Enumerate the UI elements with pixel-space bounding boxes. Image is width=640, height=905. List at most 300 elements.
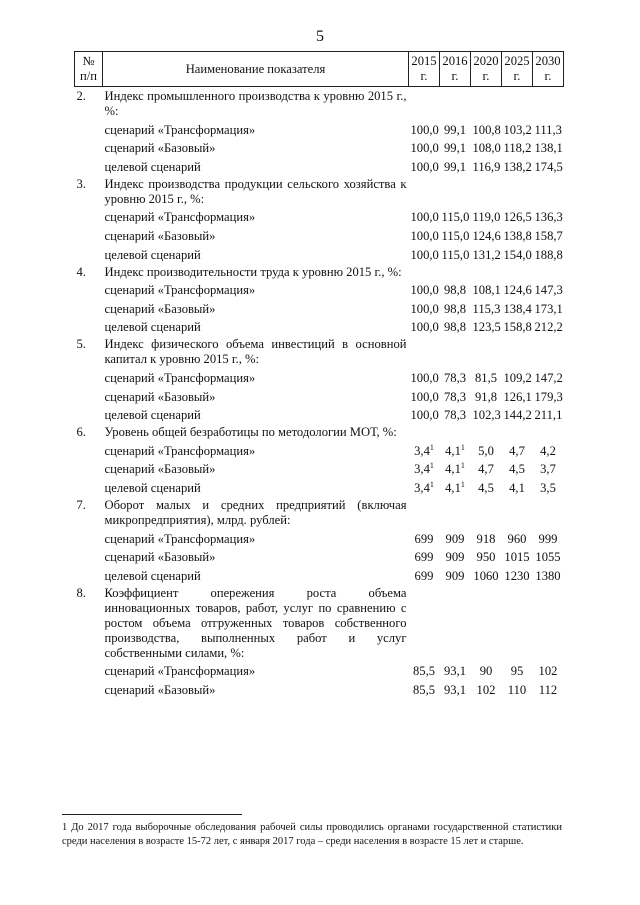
scenario-row [75,244,564,263]
indicator-row [75,584,564,661]
header-year-2025: 2025 г. [502,52,533,87]
value-cell [440,661,471,680]
value-text: 85,5 [412,682,436,697]
value-text: 102,3 [472,408,501,423]
value-text: 115,0 [441,210,470,225]
value-text: 138,1 [534,141,563,156]
scenario-row [75,119,564,138]
value-cell [440,317,471,336]
value-text: 131,2 [472,247,501,262]
value-cell [409,119,440,138]
scenario-row [75,280,564,299]
scenario-number-cell [75,225,103,244]
value-text: 126,1 [503,389,532,404]
value-text: 115,0 [441,247,470,262]
indicator-name: Индекс производительности труда к уровню 2015 г., %: [104,264,402,279]
value-cell [502,367,533,386]
scenario-row [75,298,564,317]
indicator-empty-cell [409,423,564,440]
header-name: Наименование показателя [103,52,409,87]
value-cell [471,477,502,496]
indicator-name-cell [103,335,409,367]
value-cell [409,679,440,698]
indicator-name: Индекс производства продукции сельского хозяйства к уровню 2015 г., %: [104,176,407,206]
value-cell [502,244,533,263]
value-text: 124,6 [472,228,501,243]
value-text: 109,2 [503,370,532,385]
scenario-label: сценарий «Базовый» [104,228,216,243]
value-text: 99,1 [443,141,467,156]
value-text: 1230 [504,568,530,583]
indicator-empty-cell [409,496,564,528]
indicator-name-cell [103,87,409,120]
value-cell [471,317,502,336]
scenario-number-cell [75,440,103,459]
value-cell [409,298,440,317]
value-text: 112 [538,682,558,697]
value-text: 3,4 [414,443,430,458]
value-cell [409,317,440,336]
value-text: 212,2 [534,320,563,335]
value-text: 179,3 [534,389,563,404]
value-cell [502,565,533,584]
value-cell [409,405,440,424]
scenario-row [75,207,564,226]
value-cell [471,679,502,698]
value-text: 123,5 [472,320,501,335]
value-cell [471,661,502,680]
value-text: 119,0 [472,210,501,225]
indicator-number: 7. [76,497,86,512]
value-cell [502,317,533,336]
value-text: 1015 [504,550,530,565]
value-text: 154,0 [503,247,532,262]
value-cell [533,298,564,317]
scenario-number-cell [75,386,103,405]
scenario-row [75,679,564,698]
value-text: 960 [507,531,527,546]
value-text: 136,3 [534,210,563,225]
scenario-row [75,477,564,496]
value-text: 100,0 [410,408,439,423]
value-text: 174,5 [534,159,563,174]
scenario-row [75,156,564,175]
value-text: 3,7 [540,462,556,477]
value-text: 158,8 [503,320,532,335]
value-cell [471,528,502,547]
scenario-label: сценарий «Базовый» [104,682,216,697]
value-cell [409,565,440,584]
value-cell [533,244,564,263]
scenario-row [75,386,564,405]
scenario-row [75,459,564,478]
scenario-label: сценарий «Базовый» [104,141,216,156]
table-body [75,87,564,698]
value-text: 699 [414,568,434,583]
value-text: 90 [479,664,493,679]
value-cell [471,225,502,244]
scenario-label: сценарий «Базовый» [104,462,216,477]
scenario-number-cell [75,477,103,496]
indicator-empty-cell [409,335,564,367]
value-cell [440,459,471,478]
value-cell [502,225,533,244]
value-text: 100,0 [410,210,439,225]
value-cell [533,119,564,138]
value-text: 5,0 [478,443,494,458]
value-text: 909 [445,531,465,546]
value-cell [440,440,471,459]
value-cell [471,405,502,424]
value-cell [533,547,564,566]
value-cell [471,156,502,175]
value-cell [409,459,440,478]
value-cell [471,386,502,405]
value-text: 999 [538,531,558,546]
indicator-empty-cell [409,584,564,661]
value-cell [502,661,533,680]
value-text: 100,0 [410,320,439,335]
indicator-empty-cell [409,87,564,120]
indicator-name: Индекс промышленного производства к уровню 2015 г., %: [104,89,407,118]
scenario-number-cell [75,156,103,175]
scenario-number-cell [75,207,103,226]
value-cell [409,440,440,459]
value-cell [471,138,502,157]
value-cell [502,386,533,405]
value-text: 138,4 [503,301,532,316]
value-cell [533,207,564,226]
value-text: 78,3 [443,408,467,423]
value-cell [409,477,440,496]
value-text: 100,8 [472,122,501,137]
value-cell [502,459,533,478]
value-text: 909 [445,550,465,565]
value-text: 1060 [473,568,499,583]
value-text: 93,1 [443,664,467,679]
value-text: 211,1 [534,408,563,423]
scenario-row [75,661,564,680]
scenario-number-cell [75,138,103,157]
page-number: 5 [316,28,324,45]
value-cell [409,528,440,547]
scenario-row [75,528,564,547]
scenario-label: сценарий «Трансформация» [104,283,256,298]
value-text: 110 [507,682,527,697]
value-cell [533,317,564,336]
value-text: 98,8 [443,301,467,316]
value-cell [533,280,564,299]
value-text: 99,1 [443,122,467,137]
value-text: 103,2 [503,122,532,137]
scenario-label: сценарий «Базовый» [104,301,216,316]
scenario-number-cell [75,244,103,263]
value-cell [409,367,440,386]
value-cell [533,459,564,478]
value-text: 85,5 [412,664,436,679]
value-text: 91,8 [474,389,498,404]
value-text: 111,3 [534,122,562,137]
value-text: 1380 [535,568,561,583]
value-text: 4,5 [478,480,494,495]
value-text: 188,8 [534,247,563,262]
value-cell [533,679,564,698]
value-cell [440,477,471,496]
value-cell [409,225,440,244]
scenario-label: сценарий «Трансформация» [104,531,256,546]
indicator-row [75,335,564,367]
footnote-marker: 1 [429,479,434,489]
indicator-row [75,496,564,528]
scenario-number-cell [75,367,103,386]
value-cell [440,280,471,299]
value-cell [409,138,440,157]
value-text: 81,5 [474,370,498,385]
indicator-empty-cell [409,175,564,207]
value-cell [502,138,533,157]
value-cell [502,298,533,317]
value-cell [471,280,502,299]
value-text: 100,0 [410,283,439,298]
scenario-label: целевой сценарий [104,480,201,495]
value-text: 1055 [535,550,561,565]
indicator-name: Оборот малых и средних предприятий (включая микропредприятия), млрд. рублей: [104,497,407,527]
value-text: 78,3 [443,370,467,385]
footnote: 1 До 2017 года выборочные обследования рабочей силы проводились органами государственной статистики среди населения в возрасте 15-72 лет, с января 2017 года – среди населения в возрасте 15 лет и старше. [62,822,562,847]
value-cell [533,367,564,386]
scenario-label: сценарий «Трансформация» [104,370,256,385]
value-cell [440,405,471,424]
scenario-label: сценарий «Трансформация» [104,122,256,137]
scenario-label: сценарий «Базовый» [104,389,216,404]
value-text: 100,0 [410,228,439,243]
scenario-number-cell [75,280,103,299]
value-text: 100,0 [410,122,439,137]
value-cell [409,386,440,405]
value-cell [471,244,502,263]
indicator-name: Индекс физического объема инвестиций в основной капитал к уровню 2015 г., %: [104,337,407,367]
value-cell [533,405,564,424]
value-cell [409,280,440,299]
value-cell [440,207,471,226]
value-cell [471,459,502,478]
indicator-name: Коэффициент опережения роста объема инновационных товаров, работ, услуг по сравнению с ростом объема отгруженных товаров собственного производства, выполненных работ и услуг собственными силами, %: [104,585,407,660]
value-text: 4,1 [509,480,525,495]
scenario-row [75,138,564,157]
indicator-row [75,87,564,120]
value-text: 118,2 [503,141,532,156]
value-cell [502,280,533,299]
scenario-row [75,367,564,386]
indicator-number: 6. [76,425,86,440]
value-text: 144,2 [503,408,532,423]
indicator-name-cell [103,263,409,280]
value-cell [502,207,533,226]
indicator-number: 8. [76,585,86,600]
value-cell [533,386,564,405]
value-text: 100,0 [410,370,439,385]
value-cell [502,679,533,698]
header-year-2015: 2015 г. [409,52,440,87]
value-cell [502,547,533,566]
value-cell [502,528,533,547]
scenario-number-cell [75,459,103,478]
value-text: 918 [476,531,496,546]
value-text: 93,1 [443,682,467,697]
value-text: 100,0 [410,301,439,316]
value-cell [471,367,502,386]
value-cell [440,225,471,244]
value-cell [533,477,564,496]
value-text: 98,8 [443,283,467,298]
value-text: 108,1 [472,283,501,298]
value-cell [440,565,471,584]
footnote-marker: 1 [429,461,434,471]
value-text: 4,7 [509,443,525,458]
scenario-number-cell [75,679,103,698]
scenario-row [75,225,564,244]
indicator-number: 4. [76,264,86,279]
value-text: 115,3 [472,301,501,316]
scenario-row [75,440,564,459]
value-text: 4,7 [478,462,494,477]
scenario-label: целевой сценарий [104,408,201,423]
value-text: 98,8 [443,320,467,335]
value-cell [440,298,471,317]
indicator-number: 2. [76,89,86,103]
indicator-number: 3. [76,176,86,191]
value-text: 138,2 [503,159,532,174]
value-text: 4,1 [445,480,461,495]
footnote-marker: 1 [460,442,465,452]
value-cell [440,547,471,566]
value-text: 124,6 [503,283,532,298]
value-cell [533,138,564,157]
indicator-name-cell [103,175,409,207]
value-text: 115,0 [441,228,470,243]
value-text: 116,9 [472,159,501,174]
value-cell [471,207,502,226]
value-cell [471,298,502,317]
value-text: 108,0 [472,141,501,156]
value-text: 4,5 [509,462,525,477]
scenario-row [75,317,564,336]
value-cell [440,386,471,405]
value-text: 3,4 [414,480,430,495]
value-cell [471,547,502,566]
scenario-label: сценарий «Трансформация» [104,210,256,225]
indicator-name-cell [103,496,409,528]
value-text: 78,3 [443,389,467,404]
value-text: 173,1 [534,301,563,316]
value-cell [533,225,564,244]
value-text: 4,1 [445,443,461,458]
table-header-row [75,52,564,87]
value-cell [440,679,471,698]
indicator-row [75,263,564,280]
value-cell [409,156,440,175]
value-cell [471,119,502,138]
value-cell [502,119,533,138]
indicator-name: Уровень общей безработицы по методологии МОТ, %: [104,425,397,440]
value-text: 147,2 [534,370,563,385]
value-text: 4,1 [445,462,461,477]
value-cell [533,565,564,584]
value-text: 950 [476,550,496,565]
scenario-number-cell [75,547,103,566]
scenario-number-cell [75,298,103,317]
indicator-row [75,423,564,440]
value-cell [440,528,471,547]
scenario-label: целевой сценарий [104,247,201,262]
value-text: 100,0 [410,389,439,404]
value-text: 100,0 [410,247,439,262]
value-text: 3,5 [540,480,556,495]
scenario-label: сценарий «Базовый» [104,550,216,565]
value-cell [533,528,564,547]
value-text: 138,8 [503,228,532,243]
scenario-label: сценарий «Трансформация» [104,443,256,458]
value-cell [471,440,502,459]
scenario-number-cell [75,405,103,424]
footnote-divider [62,814,242,815]
value-text: 909 [445,568,465,583]
indicator-name-cell [103,423,409,440]
value-cell [502,405,533,424]
scenario-number-cell [75,528,103,547]
value-cell [502,156,533,175]
value-cell [471,565,502,584]
header-year-2030: 2030 г. [533,52,564,87]
value-text: 699 [414,550,434,565]
indicator-row [75,175,564,207]
footnote-marker: 1 [460,461,465,471]
header-year-2016: 2016 г. [440,52,471,87]
value-cell [409,661,440,680]
header-year-2020: 2020 г. [471,52,502,87]
value-text: 158,7 [534,228,563,243]
value-text: 102 [476,682,496,697]
value-cell [440,244,471,263]
value-text: 102 [538,664,558,679]
scenario-row [75,565,564,584]
header-number: № п/п [75,52,103,87]
value-text: 3,4 [414,462,430,477]
indicator-number: 5. [76,337,86,352]
value-text: 699 [414,531,434,546]
footnote-marker: 1 [460,479,465,489]
value-text: 100,0 [410,159,439,174]
value-cell [440,367,471,386]
scenario-label: целевой сценарий [104,320,201,335]
footnote-marker: 1 [429,442,434,452]
value-cell [409,207,440,226]
scenario-number-cell [75,565,103,584]
value-cell [409,547,440,566]
value-cell [440,138,471,157]
value-text: 126,5 [503,210,532,225]
scenario-number-cell [75,317,103,336]
scenario-label: целевой сценарий [104,159,201,174]
value-cell [533,440,564,459]
scenario-label: сценарий «Трансформация» [104,664,256,679]
value-cell [440,119,471,138]
value-text: 100,0 [410,141,439,156]
value-cell [533,661,564,680]
scenario-number-cell [75,119,103,138]
scenario-label: целевой сценарий [104,568,201,583]
value-text: 95 [510,664,524,679]
